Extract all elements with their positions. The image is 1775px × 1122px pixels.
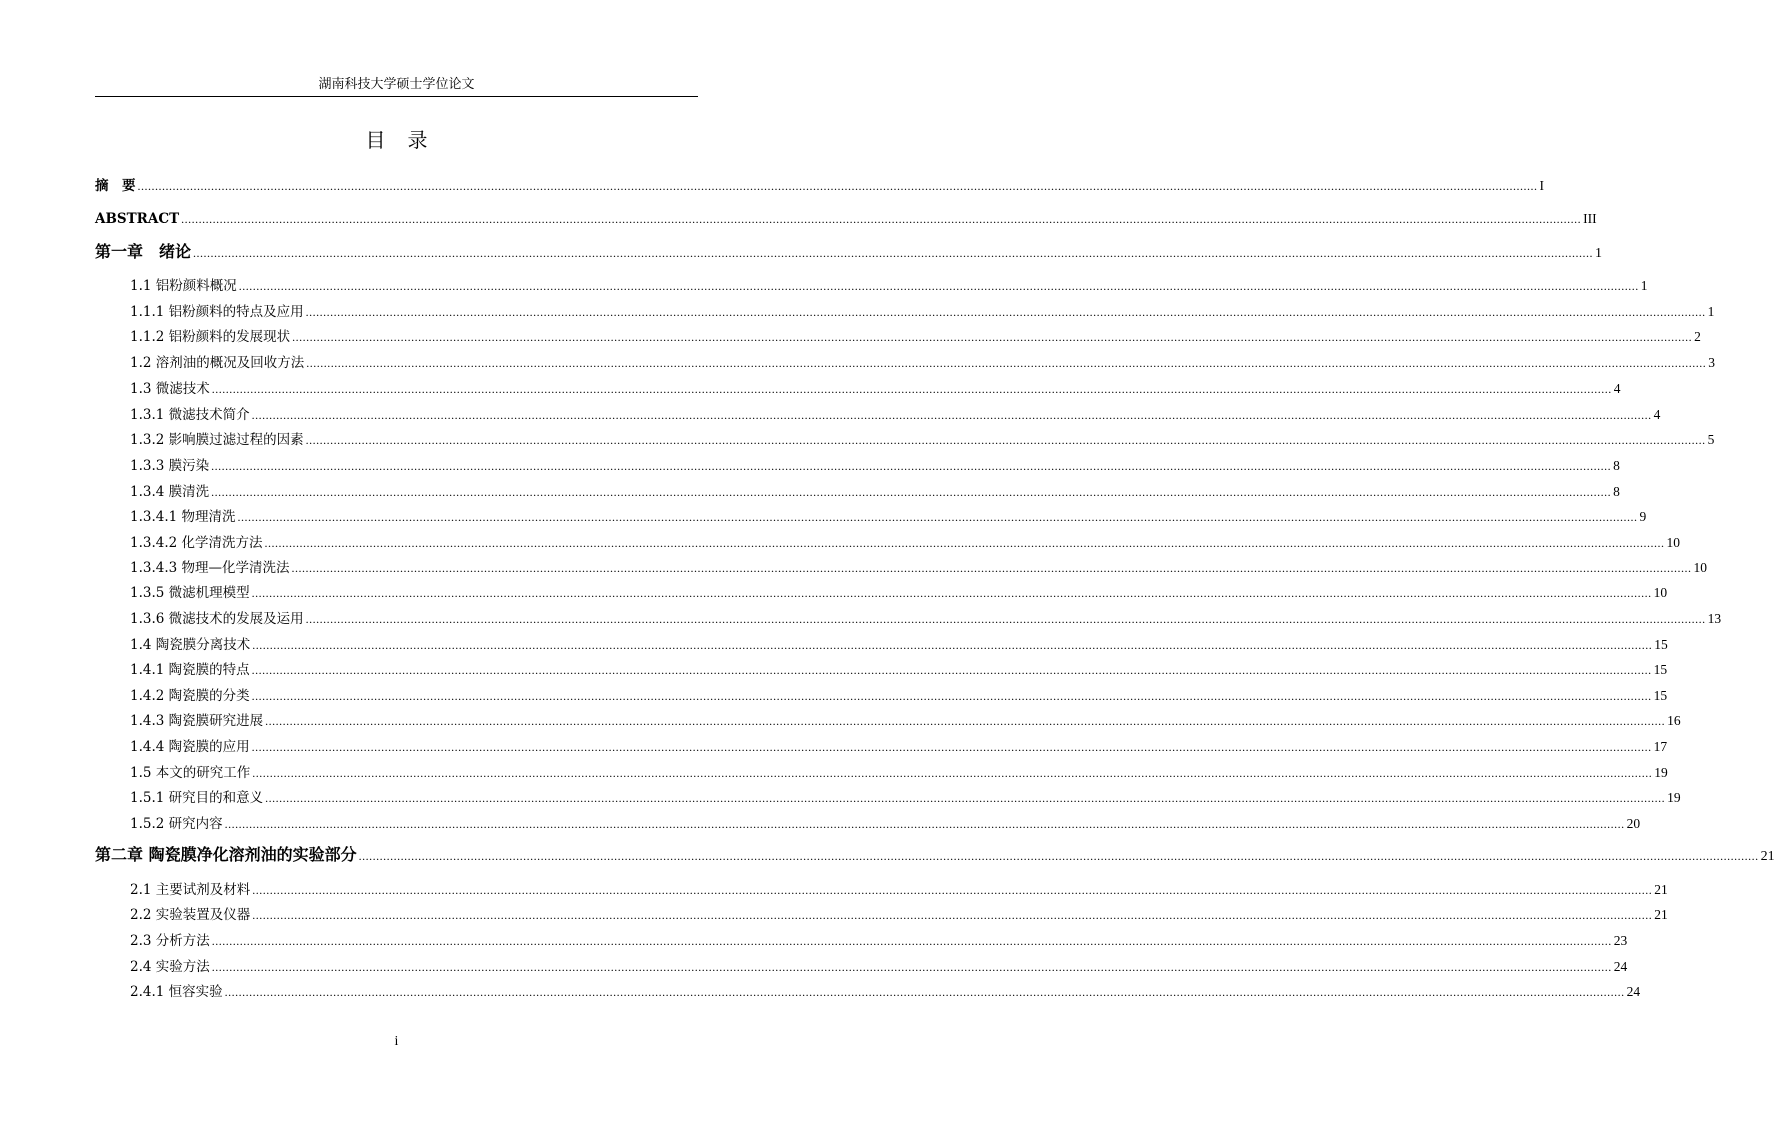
toc-entry-label: 2.1 主要试剂及材料 <box>130 882 251 898</box>
toc-entry-label: 1.1.1 铝粉颜料的特点及应用 <box>130 304 304 320</box>
toc-entry-page: 17 <box>1653 739 1668 754</box>
toc-entry[interactable] <box>130 932 1628 950</box>
dot-leader: ................................................................................................................................................................................................................................................................................................................................................................................................................ <box>305 433 1706 447</box>
toc-entry-label: 1.5 本文的研究工作 <box>130 765 251 781</box>
toc-entry-page: 10 <box>1666 535 1681 550</box>
toc-entry-page: 8 <box>1613 484 1620 499</box>
toc-entry[interactable] <box>130 380 1621 398</box>
dot-leader: ................................................................................................................................................................................................................................................................................................................................................................................................................ <box>211 960 1612 974</box>
toc-entry-label: 2.4.1 恒容实验 <box>130 984 223 1000</box>
toc-entry[interactable] <box>130 483 1620 501</box>
toc-entry[interactable] <box>130 764 1668 782</box>
dot-leader: ................................................................................................................................................................................................................................................................................................................................................................................................................ <box>306 356 1707 370</box>
toc-entry-label: 1.4.2 陶瓷膜的分类 <box>130 688 250 704</box>
toc-title: 目录 <box>365 128 450 152</box>
toc-entry-page: I <box>1539 178 1544 193</box>
dot-leader: ................................................................................................................................................................................................................................................................................................................................................................................................................ <box>237 510 1638 524</box>
dot-leader: ................................................................................................................................................................................................................................................................................................................................................................................................................ <box>251 740 1652 754</box>
dot-leader: ................................................................................................................................................................................................................................................................................................................................................................................................................ <box>224 985 1625 999</box>
toc-entry-page: III <box>1583 211 1597 226</box>
dot-leader: ................................................................................................................................................................................................................................................................................................................................................................................................................ <box>291 561 1692 575</box>
dot-leader: ................................................................................................................................................................................................................................................................................................................................................................................................................ <box>181 212 1582 226</box>
dot-leader: ................................................................................................................................................................................................................................................................................................................................................................................................................ <box>211 934 1612 948</box>
toc-entry[interactable] <box>130 881 1668 899</box>
toc-entry[interactable] <box>130 712 1681 730</box>
toc-entry[interactable] <box>130 328 1701 346</box>
toc-entry-label: 1.3.6 微滤技术的发展及运用 <box>130 611 304 627</box>
dot-leader: ................................................................................................................................................................................................................................................................................................................................................................................................................ <box>211 459 1612 473</box>
toc-entry-page: 15 <box>1654 637 1668 652</box>
toc-entry[interactable] <box>130 661 1668 679</box>
toc-entry-page: 24 <box>1613 959 1628 974</box>
page-number: i <box>394 1034 399 1049</box>
toc-entry[interactable] <box>130 303 1715 321</box>
toc-entry-label: 1.4.4 陶瓷膜的应用 <box>130 739 250 755</box>
dot-leader: ................................................................................................................................................................................................................................................................................................................................................................................................................ <box>211 382 1612 396</box>
toc-entry[interactable] <box>95 210 1597 228</box>
toc-entry-label: 1.4 陶瓷膜分离技术 <box>130 637 251 653</box>
toc-entry-page: 21 <box>1654 907 1668 922</box>
toc-entry[interactable] <box>95 177 1544 195</box>
toc-entry[interactable] <box>130 354 1716 372</box>
toc-entry-page: 20 <box>1626 816 1641 831</box>
toc-entry-label: 1.4.1 陶瓷膜的特点 <box>130 662 250 678</box>
toc-entry-label: 1.3 微滤技术 <box>130 381 210 397</box>
toc-entry-page: 1 <box>1595 246 1603 261</box>
toc-entry-label: 1.1 铝粉颜料概况 <box>130 278 237 294</box>
toc-entry-page: 10 <box>1693 560 1708 575</box>
toc-entry-page: 16 <box>1667 713 1681 728</box>
toc-entry-label: 第二章 陶瓷膜净化溶剂油的实验部分 <box>95 845 357 864</box>
running-header: 湖南科技大学硕士学位论文 <box>318 77 475 92</box>
toc-entry-page: 13 <box>1707 611 1722 626</box>
toc-entry[interactable] <box>130 406 1661 424</box>
dot-leader: ................................................................................................................................................................................................................................................................................................................................................................................................................ <box>265 791 1666 805</box>
toc-entry-label: 1.3.4.2 化学清洗方法 <box>130 535 263 551</box>
toc-entry-label: 2.2 实验装置及仪器 <box>130 907 251 923</box>
toc-entry-label: 2.3 分析方法 <box>130 933 210 949</box>
toc-entry-page: 15 <box>1653 662 1668 677</box>
dot-leader: ................................................................................................................................................................................................................................................................................................................................................................................................................ <box>252 908 1653 922</box>
toc-entry-label: 1.3.4 膜清洗 <box>130 484 210 500</box>
dot-leader: ................................................................................................................................................................................................................................................................................................................................................................................................................ <box>264 536 1665 550</box>
toc-entry-page: 19 <box>1667 790 1681 805</box>
toc-entry[interactable] <box>130 636 1668 654</box>
dot-leader: ................................................................................................................................................................................................................................................................................................................................................................................................................ <box>265 714 1666 728</box>
toc-entry[interactable] <box>95 845 1775 866</box>
dot-leader: ................................................................................................................................................................................................................................................................................................................................................................................................................ <box>238 279 1639 293</box>
toc-entry[interactable] <box>130 508 1647 526</box>
toc-entry[interactable] <box>130 983 1641 1001</box>
dot-leader: ................................................................................................................................................................................................................................................................................................................................................................................................................ <box>251 408 1652 422</box>
toc-entry-page: 1 <box>1707 304 1715 319</box>
toc-entry-label: 1.3.4.1 物理清洗 <box>130 509 236 525</box>
toc-entry-page: 9 <box>1639 509 1647 524</box>
toc-entry[interactable] <box>95 242 1603 263</box>
dot-leader: ................................................................................................................................................................................................................................................................................................................................................................................................................ <box>358 849 1759 863</box>
toc-entry[interactable] <box>130 534 1681 552</box>
dot-leader: ................................................................................................................................................................................................................................................................................................................................................................................................................ <box>224 817 1625 831</box>
dot-leader: ................................................................................................................................................................................................................................................................................................................................................................................................................ <box>305 305 1706 319</box>
toc-entry-page: 5 <box>1707 432 1715 447</box>
toc-entry-label: 摘 要 <box>95 178 136 194</box>
toc-entry-page: 10 <box>1653 585 1668 600</box>
toc-entry-page: 3 <box>1708 355 1716 370</box>
toc-entry-label: 2.4 实验方法 <box>130 959 210 975</box>
toc-entry[interactable] <box>130 559 1708 577</box>
dot-leader: ................................................................................................................................................................................................................................................................................................................................................................................................................ <box>211 485 1612 499</box>
toc-entry[interactable] <box>130 610 1722 628</box>
toc-entry-label: 1.5.2 研究内容 <box>130 816 223 832</box>
toc-entry-label: 第一章 绪论 <box>95 242 192 261</box>
toc-entry-label: 1.5.1 研究目的和意义 <box>130 790 264 806</box>
toc-entry-label: 1.3.2 影响膜过滤过程的因素 <box>130 432 304 448</box>
dot-leader: ................................................................................................................................................................................................................................................................................................................................................................................................................ <box>251 663 1652 677</box>
toc-entry-label: 1.1.2 铝粉颜料的发展现状 <box>130 329 291 345</box>
toc-entry-label: 1.3.1 微滤技术简介 <box>130 407 250 423</box>
dot-leader: ................................................................................................................................................................................................................................................................................................................................................................................................................ <box>305 612 1706 626</box>
toc-entry[interactable] <box>130 277 1648 295</box>
toc-entry-label: 1.3.4.3 物理—化学清洗法 <box>130 560 290 576</box>
toc-entry-page: 2 <box>1694 329 1701 344</box>
toc-entry-page: 21 <box>1654 882 1668 897</box>
toc-entry[interactable] <box>130 906 1668 924</box>
toc-entry-label: 1.2 溶剂油的概况及回收方法 <box>130 355 305 371</box>
toc-entry[interactable] <box>130 457 1620 475</box>
toc-entry[interactable] <box>130 789 1681 807</box>
toc-entry[interactable] <box>130 738 1668 756</box>
toc-entry[interactable] <box>130 687 1668 705</box>
toc-entry[interactable] <box>130 958 1628 976</box>
toc-entry-page: 4 <box>1653 407 1661 422</box>
toc-entry[interactable] <box>130 584 1668 602</box>
toc-entry[interactable] <box>130 815 1641 833</box>
toc-entry-label: 1.3.5 微滤机理模型 <box>130 585 250 601</box>
toc-entry-label: 1.4.3 陶瓷膜研究进展 <box>130 713 264 729</box>
toc-entry-page: 4 <box>1613 381 1621 396</box>
toc-entry-page: 19 <box>1654 765 1668 780</box>
toc-entry-page: 1 <box>1640 278 1648 293</box>
toc-entry-page: 23 <box>1613 933 1628 948</box>
toc-entry-page: 15 <box>1653 688 1668 703</box>
dot-leader: ................................................................................................................................................................................................................................................................................................................................................................................................................ <box>252 883 1653 897</box>
toc-entry-page: 8 <box>1613 458 1620 473</box>
dot-leader: ................................................................................................................................................................................................................................................................................................................................................................................................................ <box>251 586 1652 600</box>
toc-entry-page: 24 <box>1626 984 1641 999</box>
dot-leader: ................................................................................................................................................................................................................................................................................................................................................................................................................ <box>193 246 1594 260</box>
toc-entry-label: 1.3.3 膜污染 <box>130 458 210 474</box>
dot-leader: ................................................................................................................................................................................................................................................................................................................................................................................................................ <box>252 766 1653 780</box>
toc-entry-page: 21 <box>1760 849 1775 864</box>
dot-leader: ................................................................................................................................................................................................................................................................................................................................................................................................................ <box>292 330 1693 344</box>
header-rule <box>95 96 698 97</box>
toc-entry-label: ABSTRACT <box>95 211 180 227</box>
dot-leader: ................................................................................................................................................................................................................................................................................................................................................................................................................ <box>251 689 1652 703</box>
toc-entry[interactable] <box>130 431 1715 449</box>
dot-leader: ................................................................................................................................................................................................................................................................................................................................................................................................................ <box>137 179 1538 193</box>
dot-leader: ................................................................................................................................................................................................................................................................................................................................................................................................................ <box>252 638 1653 652</box>
